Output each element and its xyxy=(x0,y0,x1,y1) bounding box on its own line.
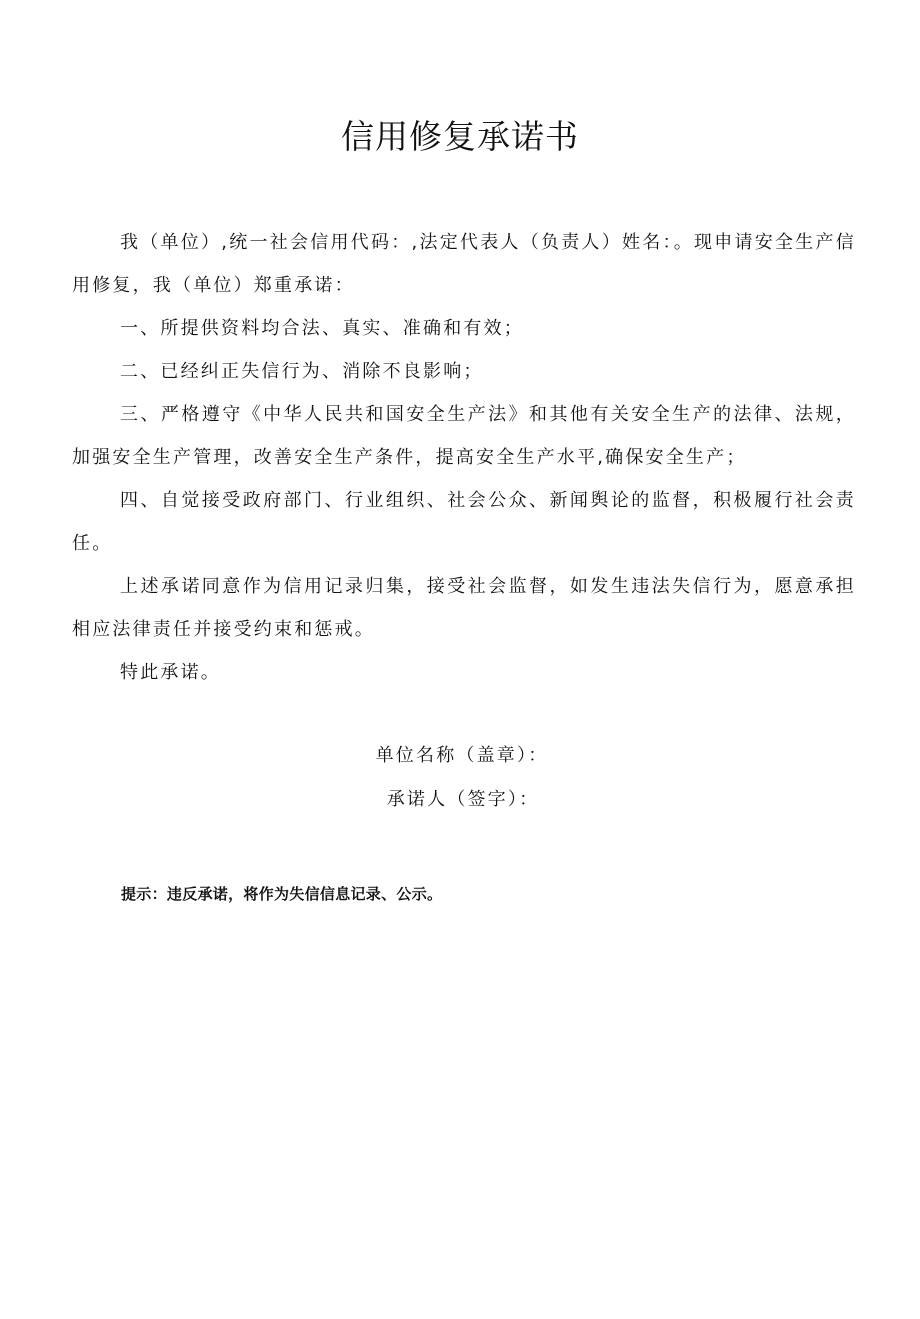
closing-line: 特此承诺。 xyxy=(120,662,221,683)
intro-paragraph: 我（单位）,统一社会信用代码：,法定代表人（负责人）姓名：。现申请安全生产信用修复，我（单位）郑重承诺： xyxy=(72,232,856,296)
document-title: 信用修复承诺书 xyxy=(341,117,579,156)
document-body xyxy=(72,221,856,694)
consent-paragraph: 上述承诺同意作为信用记录归集，接受社会监督，如发生违法失信行为，愿意承担相应法律责任并接受约束和惩戒。 xyxy=(72,576,856,640)
commitment-item-2: 二、已经纠正失信行为、消除不良影响； xyxy=(120,361,484,382)
commitment-item-3: 三、严格遵守《中华人民共和国安全生产法》和其他有关安全生产的法律、法规，加强安全生产管理，改善安全生产条件，提高安全生产水平,确保安全生产； xyxy=(72,404,856,468)
commitment-item-4: 四、自觉接受政府部门、行业组织、社会公众、新闻舆论的监督，积极履行社会责任。 xyxy=(72,490,856,554)
commitment-item-1: 一、所提供资料均合法、真实、准确和有效； xyxy=(120,318,524,339)
violation-notice: 提示：违反承诺，将作为失信信息记录、公示。 xyxy=(121,885,443,903)
promisor-signature-label: 承诺人（签字）： xyxy=(386,789,540,810)
unit-name-seal-label: 单位名称（盖章）： xyxy=(375,745,549,766)
